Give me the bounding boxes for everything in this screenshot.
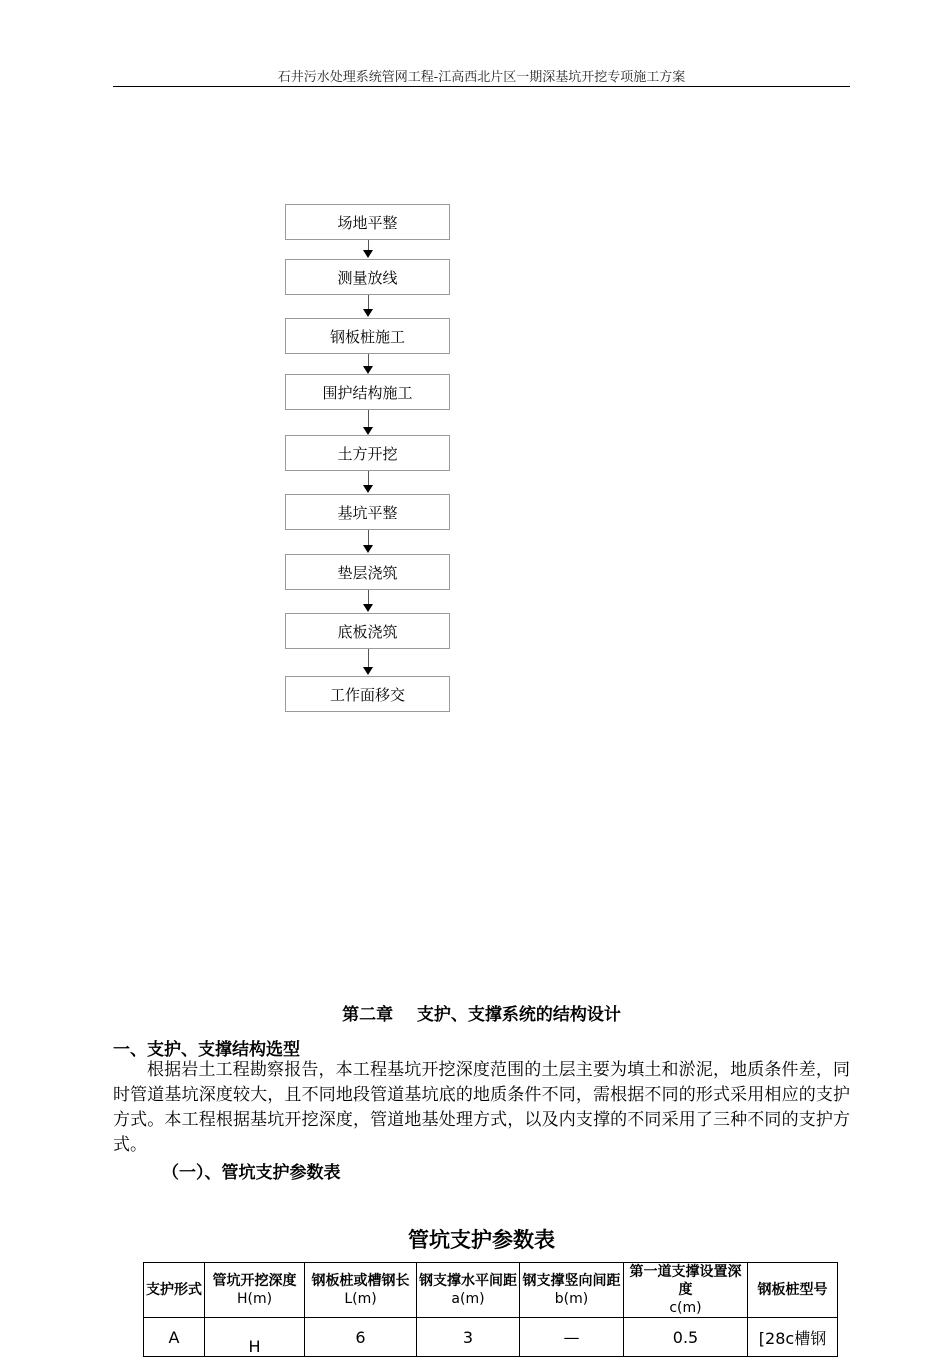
header-cell-horizontal-spacing: 钢支撑水平间距 a(m) — [417, 1263, 520, 1318]
flow-step-survey: 测量放线 — [285, 259, 450, 295]
page-header: 石井污水处理系统管网工程-江高西北片区一期深基坑开挖专项施工方案 — [277, 70, 686, 85]
section-title: 一、支护、支撑结构选型 — [113, 1040, 300, 1060]
header-cell-first-support-depth: 第一道支撑设置深度 c(m) — [624, 1263, 748, 1318]
flow-arrow-head — [363, 667, 373, 675]
header-cell-pile-model: 钢板桩型号 — [748, 1263, 838, 1318]
flow-step-slab-pour: 底板浇筑 — [285, 613, 450, 649]
flow-arrow-line — [368, 354, 369, 366]
flow-step-retaining-structure: 围护结构施工 — [285, 374, 450, 410]
flow-step-pit-leveling: 基坑平整 — [285, 494, 450, 530]
flow-arrow-line — [368, 530, 369, 545]
flow-arrow-line — [368, 240, 369, 250]
header-cell-vertical-spacing: 钢支撑竖向间距 b(m) — [520, 1263, 624, 1318]
flow-arrow-head — [363, 485, 373, 493]
support-parameter-table — [143, 1262, 838, 1357]
flow-arrow-line — [368, 410, 369, 427]
flow-step-site-leveling: 场地平整 — [285, 204, 450, 240]
flow-arrow-head — [363, 604, 373, 612]
body-paragraph: 根据岩土工程勘察报告，本工程基坑开挖深度范围的土层主要为填土和淤泥，地质条件差，同时管道基坑深度较大，且不同地段管道基坑底的地质条件不同，需根据不同的形式采用相应的支护方式。本工程根据基坑开挖深度，管道地基处理方式，以及内支撑的不同采用了三种不同的支护方式。 — [113, 1060, 850, 1155]
table-cell: 6 — [305, 1318, 417, 1357]
flow-step-excavation: 土方开挖 — [285, 435, 450, 471]
header-rule — [113, 86, 850, 87]
subsection-title: （一）、管坑支护参数表 — [162, 1163, 341, 1183]
table-cell: 3 — [417, 1318, 520, 1357]
table-title: 管坑支护参数表 — [408, 1227, 555, 1252]
flow-arrow-head — [363, 309, 373, 317]
chapter-title: 第二章 支护、支撑系统的结构设计 — [342, 1005, 621, 1025]
header-cell-support-type: 支护形式 — [144, 1263, 205, 1318]
flow-arrow-line — [368, 649, 369, 667]
header-cell-depth: 管坑开挖深度 H(m) — [205, 1263, 305, 1318]
flow-step-cushion-pour: 垫层浇筑 — [285, 554, 450, 590]
header-cell-pile-length: 钢板桩或槽钢长 L(m) — [305, 1263, 417, 1318]
flow-arrow-head — [363, 545, 373, 553]
flow-arrow-line — [368, 471, 369, 485]
flow-arrow-line — [368, 590, 369, 604]
table-cell: A — [144, 1318, 205, 1357]
flow-arrow-head — [363, 427, 373, 435]
table-cell: [28c槽钢 — [748, 1318, 838, 1357]
table-cell: H — [205, 1318, 305, 1357]
flow-step-sheet-pile: 钢板桩施工 — [285, 318, 450, 354]
table-cell: — — [520, 1318, 624, 1357]
table-cell: 0.5 — [624, 1318, 748, 1357]
flow-step-handover: 工作面移交 — [285, 676, 450, 712]
table-header-row — [144, 1263, 838, 1318]
flow-arrow-head — [363, 250, 373, 258]
flow-arrow-line — [368, 295, 369, 309]
table-row — [144, 1318, 838, 1357]
flow-arrow-head — [363, 366, 373, 374]
